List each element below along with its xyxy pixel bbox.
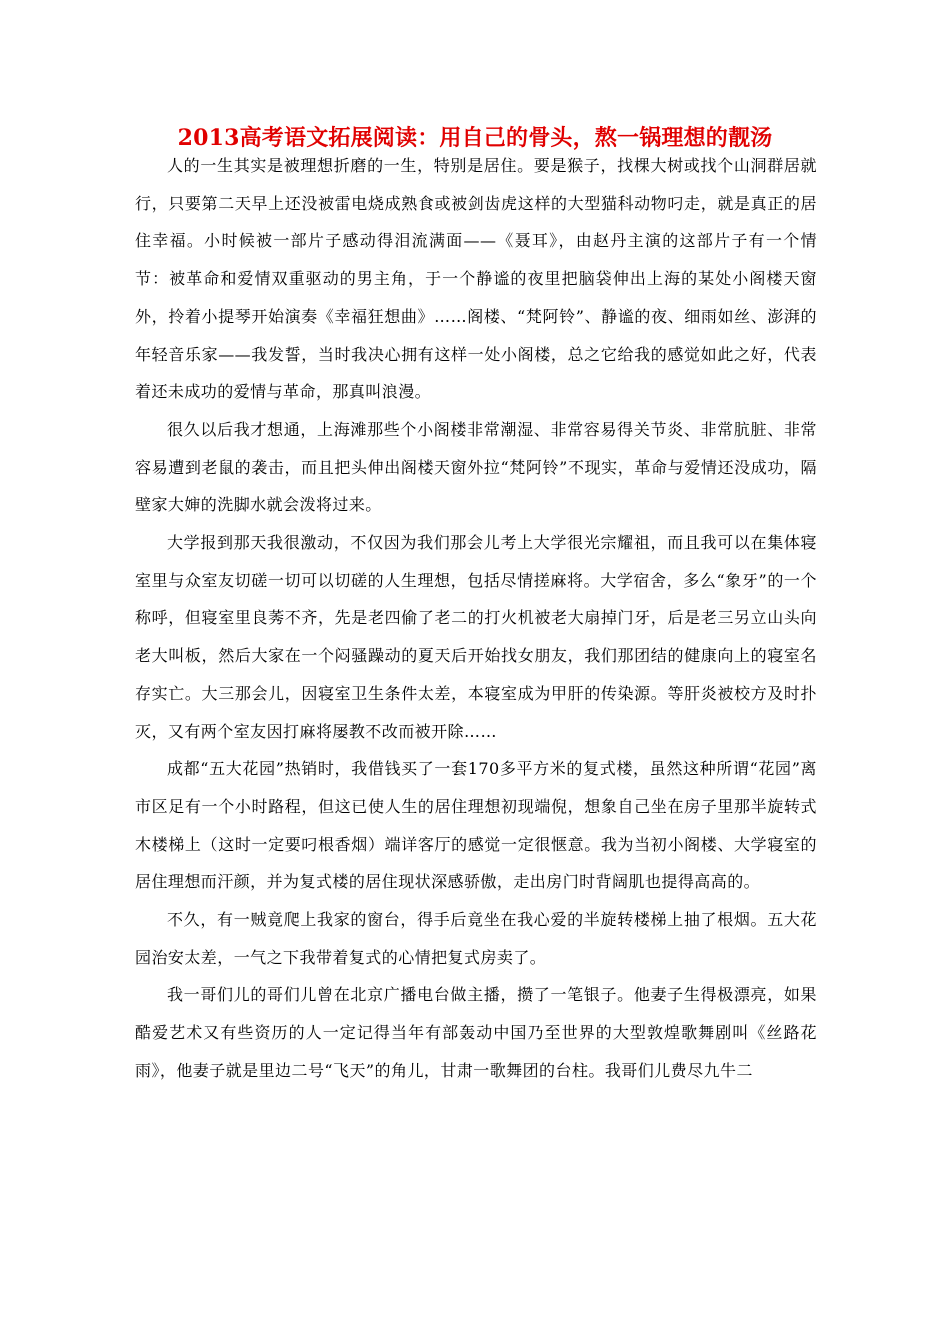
paragraph-2: 很久以后我才想通，上海滩那些个小阁楼非常潮湿、非常容易得关节炎、非常肮脏、非常容易遭到老鼠的袭击，而且把头伸出阁楼天窗外拉“梵阿铃”不现实，革命与爱情还没成功，隔壁家大婶的洗脚水就会泼将过来。	[135, 419, 817, 515]
document-body	[135, 147, 817, 1090]
document-title: 2013高考语文拓展阅读：用自己的骨头，熬一锅理想的靓汤	[177, 125, 773, 151]
paragraph-4: 成都“五大花园”热销时，我借钱买了一套170多平方米的复式楼，虽然这种所谓“花园”离市区足有一个小时路程，但这已使人生的居住理想初现端倪，想象自己坐在房子里那半旋转式木楼梯上（这时一定要叼根香烟）端详客厅的感觉一定很惬意。我为当初小阁楼、大学寝室的居住理想而汗颜，并为复式楼的居住现状深感骄傲，走出房门时背阔肌也提得高高的。	[135, 759, 817, 892]
paragraph-5: 不久，有一贼竟爬上我家的窗台，得手后竟坐在我心爱的半旋转楼梯上抽了根烟。五大花园治安太差，一气之下我带着复式的心情把复式房卖了。	[135, 910, 817, 967]
paragraph-1: 人的一生其实是被理想折磨的一生，特别是居住。要是猴子，找棵大树或找个山洞群居就行，只要第二天早上还没被雷电烧成熟食或被剑齿虎这样的大型猫科动物叼走，就是真正的居住幸福。小时候被一部片子感动得泪流满面——《聂耳》，由赵丹主演的这部片子有一个情节：被革命和爱情双重驱动的男主角，于一个静谧的夜里把脑袋伸出上海的某处小阁楼天窗外，拎着小提琴开始演奏《幸福狂想曲》……阁楼、“梵阿铃”、静谧的夜、细雨如丝、澎湃的年轻音乐家——我发誓，当时我决心拥有这样一处小阁楼，总之它给我的感觉如此之好，代表着还未成功的爱情与革命，那真叫浪漫。	[135, 156, 817, 402]
paragraph-6: 我一哥们儿的哥们儿曾在北京广播电台做主播，攒了一笔银子。他妻子生得极漂亮，如果酷爱艺术又有些资历的人一定记得当年有部轰动中国乃至世界的大型敦煌歌舞剧叫《丝路花雨》，他妻子就是里边二号“飞天”的角儿，甘肃一歌舞团的台柱。我哥们儿费尽九牛二	[135, 985, 817, 1080]
paragraph-3: 大学报到那天我很激动，不仅因为我们那会儿考上大学很光宗耀祖，而且我可以在集体寝室里与众室友切磋一切可以切磋的人生理想，包括尽情搓麻将。大学宿舍，多么“象牙”的一个称呼，但寝室里良莠不齐，先是老四偷了老二的打火机被老大扇掉门牙，后是老三另立山头向老大叫板，然后大家在一个闷骚躁动的夏天后开始找女朋友，我们那团结的健康向上的寝室名存实亡。大三那会儿，因寝室卫生条件太差，本寝室成为甲肝的传染源。等肝炎被校方及时扑灭，又有两个室友因打麻将屡教不改而被开除……	[135, 533, 817, 741]
